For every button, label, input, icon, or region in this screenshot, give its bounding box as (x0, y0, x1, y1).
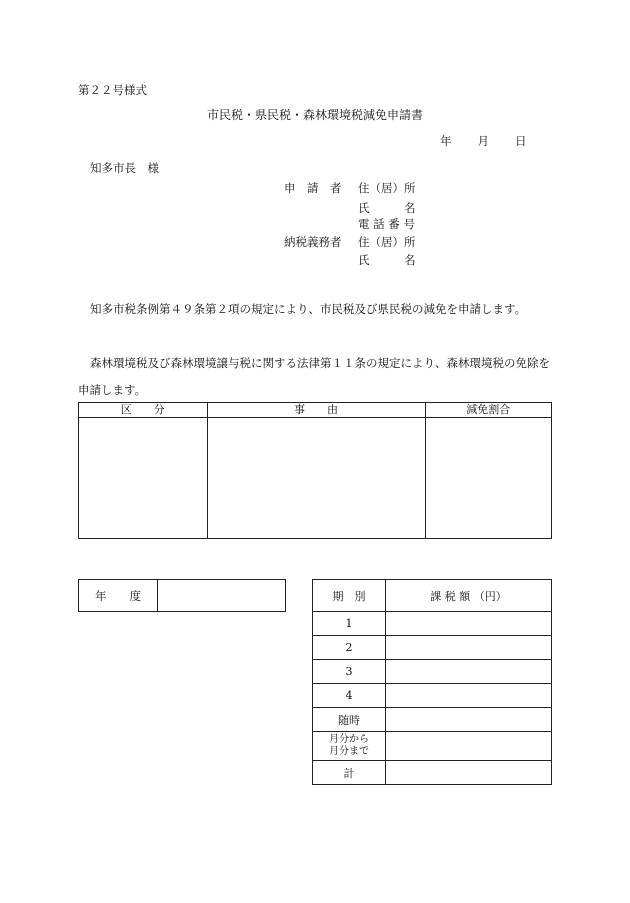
period-total-label: 計 (313, 761, 386, 785)
tax-total-cell[interactable] (386, 761, 552, 785)
category-cell[interactable] (79, 418, 208, 539)
page-title: 市民税・県民税・森林環境税減免申請書 (206, 108, 423, 122)
paragraph-municipal-tax: 知多市税条例第４９条第２項の規定により、市民税及び県民税の減免を申請します。 (90, 302, 527, 316)
tax-amount-cell[interactable] (386, 684, 552, 708)
paragraph-forest-tax: 森林環境税及び森林環境譲与税に関する法律第１１条の規定により、森林環境税の免除を申請します。 (78, 356, 550, 397)
tax-amount-cell[interactable] (386, 732, 552, 761)
applicant-name-label: 氏 名 (358, 201, 416, 215)
taxpayer-role: 納税義務者 (284, 235, 342, 249)
period-label: 随時 (313, 708, 386, 732)
period-label: 月分から 月分まで (313, 732, 386, 761)
taxpayer-address-label: 住（居）所 (358, 235, 416, 249)
period-label: 3 (313, 660, 386, 684)
tax-amount-table (312, 579, 552, 785)
reason-cell[interactable] (207, 418, 425, 539)
taxpayer-name-label: 氏 名 (358, 253, 416, 267)
tax-amount-cell[interactable] (386, 660, 552, 684)
tax-amount-cell[interactable] (386, 708, 552, 732)
rate-cell[interactable] (425, 418, 551, 539)
tax-amount-cell[interactable] (386, 612, 552, 636)
header-rate: 減免割合 (425, 403, 551, 418)
date-line (440, 133, 527, 149)
fiscal-year-table (78, 579, 286, 612)
period-label: 1 (313, 612, 386, 636)
header-category: 区 分 (79, 403, 208, 418)
applicant-address-label: 住（居）所 (358, 181, 416, 195)
reason-table (78, 402, 552, 539)
period-label: 2 (313, 636, 386, 660)
addressee: 知多市長 様 (90, 161, 159, 175)
fiscal-year-value-cell[interactable] (158, 580, 286, 612)
form-number: 第２２号様式 (78, 83, 147, 97)
header-tax-amount: 課 税 額 （円） (386, 580, 552, 612)
period-label: 4 (313, 684, 386, 708)
header-reason: 事 由 (207, 403, 425, 418)
tax-amount-cell[interactable] (386, 636, 552, 660)
applicant-phone-label: 電 話 番 号 (358, 217, 415, 231)
applicant-role: 申 請 者 (284, 181, 342, 195)
date-year: 年 (440, 134, 452, 148)
date-month: 月 (477, 134, 489, 148)
header-period: 期 別 (313, 580, 386, 612)
date-day: 日 (515, 134, 527, 148)
fiscal-year-label: 年 度 (79, 580, 158, 612)
